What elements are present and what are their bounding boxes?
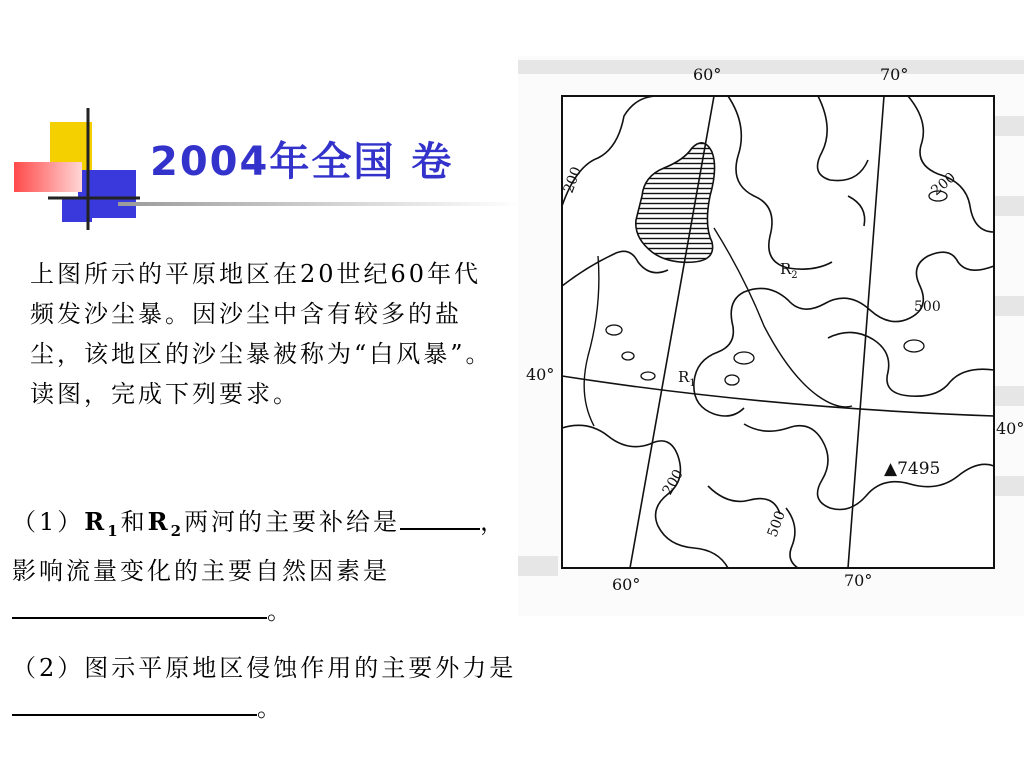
slide-logo	[0, 0, 150, 230]
q2-end: 。	[257, 694, 284, 722]
title-divider	[118, 202, 520, 206]
q1-text-a: 两河的主要补给是	[184, 508, 401, 536]
contour-200-b: 200	[928, 169, 960, 200]
contour-500-a: 500	[914, 299, 941, 315]
q1-and: 和	[120, 508, 148, 536]
contour-500-b: 500	[764, 508, 789, 540]
q1-r2: $R_2$	[147, 507, 185, 540]
lon-bottom-left: 60°	[612, 575, 641, 594]
q1-blank-1[interactable]	[400, 504, 480, 530]
region-map	[518, 56, 1024, 616]
lat-left: 40°	[526, 365, 555, 384]
river-r2-label: $R_2$	[780, 260, 798, 281]
question-1	[12, 502, 512, 631]
intro-paragraph: 上图所示的平原地区在20世纪60年代频发沙尘暴。因沙尘中含有较多的盐尘，该地区的沙尘暴被称为“白风暴”。读图，完成下列要求。	[30, 260, 493, 408]
q1-r1: $R_1$	[84, 507, 121, 540]
q1-blank-2[interactable]	[12, 593, 267, 619]
lat-right: 40°	[996, 419, 1024, 438]
q1-text-b: ，影响流量变化的主要自然因素是	[12, 508, 508, 585]
contour-200-a: 200	[560, 164, 585, 196]
q1-number: （1）	[12, 508, 85, 536]
q2-text: 图示平原地区侵蚀作用的主要外力是	[84, 654, 517, 682]
lon-bottom-right: 70°	[844, 571, 873, 590]
peak-label: ▲7495	[884, 459, 941, 479]
river-r1-label: $R_1$	[678, 368, 696, 389]
question-2	[12, 648, 587, 728]
q2-blank[interactable]	[12, 690, 257, 716]
q2-number: （2）	[12, 654, 85, 682]
contour-200-c: 200	[659, 466, 687, 498]
lon-top-right: 70°	[880, 65, 909, 84]
q1-end: 。	[267, 596, 294, 625]
slide-title: 2004年全国 卷	[150, 139, 454, 185]
lon-top-left: 60°	[693, 65, 722, 84]
